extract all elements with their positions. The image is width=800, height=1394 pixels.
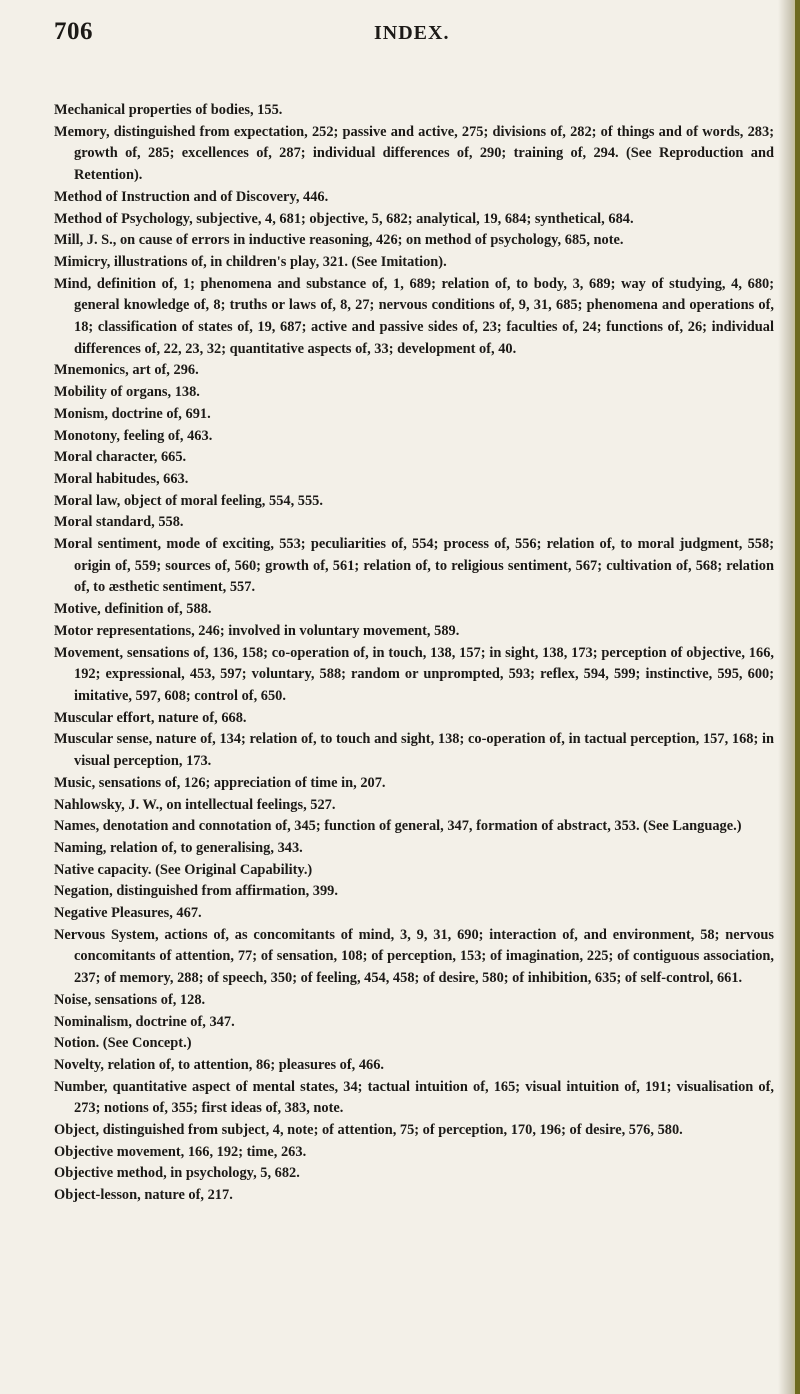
index-entry: Movement, sensations of, 136, 158; co-operation of, in touch, 138, 157; in sight, 138, 173; perception of objective, 166, 192; expressional, 453, 597; voluntary, 588; random or unprompted, 593; reflex, 594, 599; instinctive, 595, 600; imitative, 597, 608; control of, 650.	[54, 644, 774, 704]
index-entry: Negation, distinguished from affirmation, 399.	[54, 883, 338, 900]
index-entry: Mind, definition of, 1; phenomena and substance of, 1, 689; relation of, to body, 3, 689; way of studying, 4, 680; general knowledge of, 8; truths or laws of, 8, 27; nervous conditions of, 9, 31, 685; phenomena and operations of, 18; classification of states of, 19, 687; active and passive sides of, 23; faculties of, 24; functions of, 26; individual differences of, 22, 23, 32; quantitative aspects of, 33; development of, 40.	[54, 275, 774, 357]
index-entry: Objective method, in psychology, 5, 682.	[54, 1165, 300, 1182]
index-entry: Moral habitudes, 663.	[54, 470, 189, 487]
index-entry: Method of Instruction and of Discovery, 446.	[54, 188, 329, 205]
index-entry: Mimicry, illustrations of, in children's play, 321. (See Imitation).	[54, 253, 447, 270]
index-entry: Monism, doctrine of, 691.	[54, 405, 211, 422]
index-entry: Moral character, 665.	[54, 449, 187, 466]
index-entry: Moral law, object of moral feeling, 554, 555.	[54, 492, 323, 509]
page-number: 706	[54, 18, 93, 45]
index-entry: Memory, distinguished from expectation, 252; passive and active, 275; divisions of, 282; of things and of words, 283; growth of, 285; excellences of, 287; individual differences of, 290; training of, 294. (See Reproduction and Retention).	[54, 123, 774, 184]
index-entry: Names, denotation and connotation of, 345; function of general, 347, formation of abstract, 353. (See Language.)	[54, 818, 742, 835]
index-entry: Mobility of organs, 138.	[54, 384, 200, 401]
index-entry: Nominalism, doctrine of, 347.	[54, 1013, 235, 1030]
index-entry: Motor representations, 246; involved in voluntary movement, 589.	[54, 622, 460, 639]
index-entry: Negative Pleasures, 467.	[54, 905, 202, 922]
index-entry: Noise, sensations of, 128.	[54, 991, 206, 1008]
index-entry: Notion. (See Concept.)	[54, 1035, 192, 1052]
index-entry: Motive, definition of, 588.	[54, 601, 212, 618]
index-entry: Muscular effort, nature of, 668.	[54, 709, 247, 726]
index-entry: Naming, relation of, to generalising, 343.	[54, 839, 303, 856]
index-entry: Mnemonics, art of, 296.	[54, 362, 199, 379]
index-entry: Object, distinguished from subject, 4, note; of attention, 75; of perception, 170, 196; of desire, 576, 580.	[54, 1122, 683, 1139]
index-entry: Moral sentiment, mode of exciting, 553; peculiarities of, 554; process of, 556; relation of, to moral judgment, 558; origin of, 559; sources of, 560; growth of, 561; relation of, to religious sentiment, 567; cultivation of, 568; relation of, to æsthetic sentiment, 557.	[54, 536, 774, 596]
index-entry: Native capacity. (See Original Capability.)	[54, 861, 313, 878]
index-entry: Objective movement, 166, 192; time, 263.	[54, 1143, 307, 1160]
index-entry: Music, sensations of, 126; appreciation of time in, 207.	[54, 774, 386, 791]
index-entry: Nahlowsky, J. W., on intellectual feelings, 527.	[54, 796, 336, 813]
index-entry: Mill, J. S., on cause of errors in inductive reasoning, 426; on method of psychology, 685, note.	[54, 232, 624, 249]
index-entry: Novelty, relation of, to attention, 86; pleasures of, 466.	[54, 1056, 385, 1073]
page-edge-binding	[795, 0, 800, 1394]
index-entry: Muscular sense, nature of, 134; relation of, to touch and sight, 138; co-operation of, in tactual perception, 157, 168; in visual perception, 173.	[54, 731, 774, 770]
running-head: INDEX.	[374, 22, 450, 44]
index-entry: Moral standard, 558.	[54, 514, 184, 531]
index-entries	[54, 100, 774, 1207]
index-entry: Object-lesson, nature of, 217.	[54, 1187, 233, 1204]
index-entry: Monotony, feeling of, 463.	[54, 427, 213, 444]
index-entry: Mechanical properties of bodies, 155.	[54, 102, 283, 118]
page-header	[54, 18, 774, 58]
index-entry: Nervous System, actions of, as concomitants of mind, 3, 9, 31, 690; interaction of, and environment, 58; nervous concomitants of attention, 77; of sensation, 108; of perception, 153; of imagination, 225; of contiguous association, 237; of memory, 288; of speech, 350; of feeling, 454, 458; of desire, 580; of inhibition, 635; of self-control, 661.	[54, 926, 774, 987]
index-entry: Method of Psychology, subjective, 4, 681; objective, 5, 682; analytical, 19, 684; synthetical, 684.	[54, 210, 634, 227]
index-entry: Number, quantitative aspect of mental states, 34; tactual intuition of, 165; visual intuition of, 191; visualisation of, 273; notions of, 355; first ideas of, 383, note.	[54, 1078, 774, 1117]
